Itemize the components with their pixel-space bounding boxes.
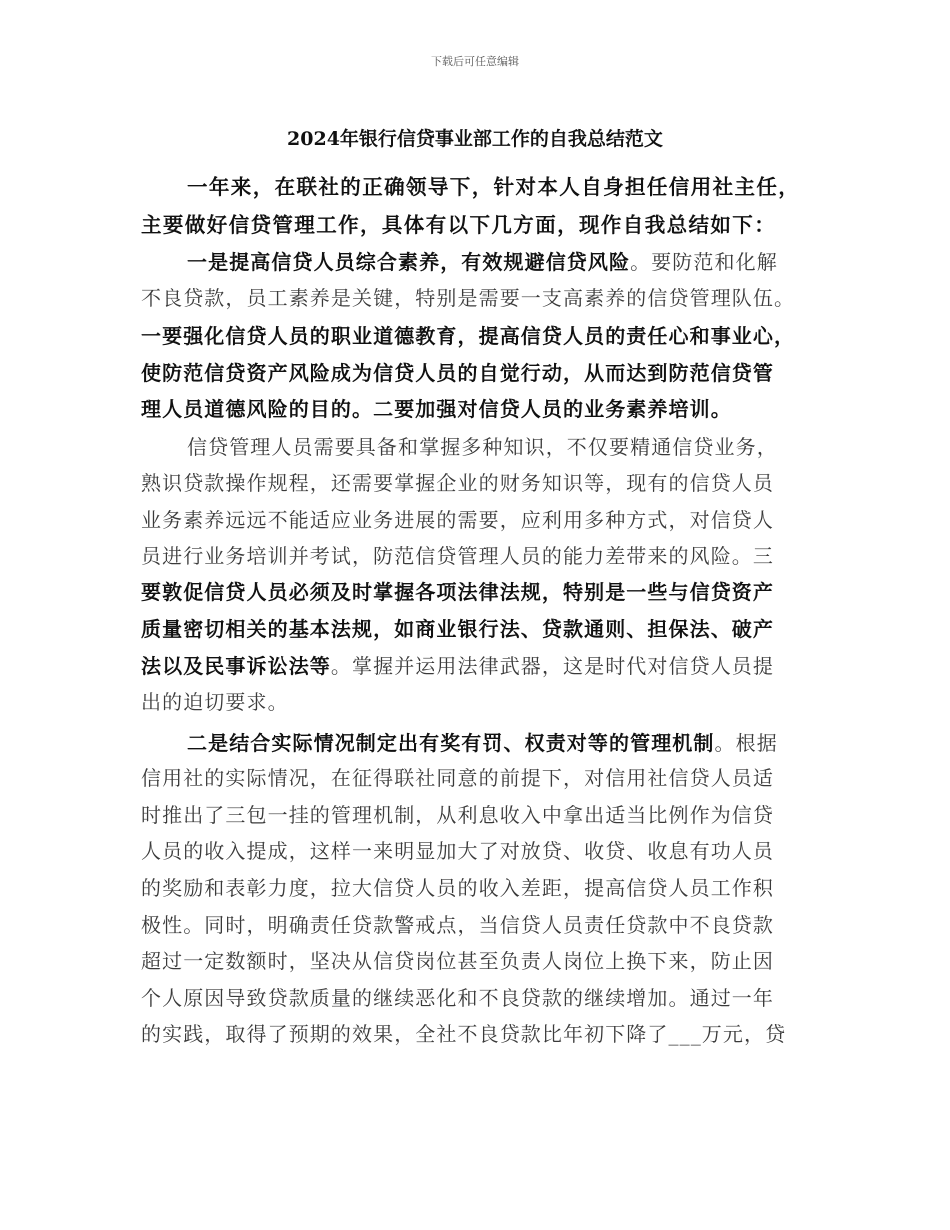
paragraph-line: 超过一定数额时，坚决从信贷岗位甚至负责人岗位上换下来，防止因 — [141, 949, 774, 973]
paragraph-line: 使防范信贷资产风险成为信贷人员的自觉行动，从而达到防范信贷管 — [141, 361, 774, 385]
paragraph-line: 不良贷款，员工素养是关键，特别是需要一支高素养的信贷管理队伍。 — [141, 286, 796, 310]
paragraph-line: 员进行业务培训并考试，防范信贷管理人员的能力差带来的风险。三 — [141, 544, 774, 568]
paragraph-line: 理人员道德风险的目的。二要加强对信贷人员的业务素养培训。 — [141, 397, 732, 421]
intro-line: 主要做好信贷管理工作，具体有以下几方面，现作自我总结如下： — [141, 213, 777, 237]
header-note: 下载后可任意编辑 — [431, 55, 519, 68]
paragraph-line: 个人原因导致贷款质量的继续恶化和不良贷款的继续增加。通过一年 — [141, 986, 774, 1010]
paragraph-line: 法以及民事诉讼法等。掌握并运用法律武器，这是时代对信贷人员提 — [141, 654, 775, 678]
paragraph-line: 业务素养远远不能适应业务进展的需要，应利用多种方式，对信贷人 — [141, 508, 774, 532]
paragraph-line: 的实践，取得了预期的效果，全社不良贷款比年初下降了___万元，贷 — [141, 1022, 787, 1046]
paragraph-line: 熟识贷款操作规程，还需要掌握企业的财务知识等，现有的信贷人员 — [141, 471, 774, 495]
paragraph-line: 要敦促信贷人员必须及时掌握各项法律法规，特别是一些与信贷资产 — [141, 580, 774, 604]
paragraph-line: 二是结合实际情况制定出有奖有罚、权责对等的管理机制。根据 — [187, 731, 778, 755]
paragraph-line: 人员的收入提成，这样一来明显加大了对放贷、收贷、收息有功人员 — [141, 839, 774, 863]
paragraph-line: 信贷管理人员需要具备和掌握多种知识，不仅要精通信贷业务， — [187, 435, 778, 459]
paragraph-line: 的奖励和表彰力度，拉大信贷人员的收入差距，提高信贷人员工作积 — [141, 876, 774, 900]
paragraph-line: 一是提高信贷人员综合素养，有效规避信贷风险。要防范和化解 — [187, 250, 778, 274]
paragraph-line: 质量密切相关的基本法规，如商业银行法、贷款通则、担保法、破产 — [141, 617, 774, 641]
paragraph-line: 一要强化信贷人员的职业道德教育，提高信贷人员的责任心和事业心， — [141, 324, 796, 348]
document-title: 2024年银行信贷事业部工作的自我总结范文 — [287, 128, 663, 150]
paragraph-line: 出的迫切要求。 — [141, 690, 289, 714]
paragraph-line: 时推出了三包一挂的管理机制，从利息收入中拿出适当比例作为信贷 — [141, 803, 774, 827]
paragraph-line: 信用社的实际情况，在征得联社同意的前提下，对信用社信贷人员适 — [141, 766, 774, 790]
intro-line: 一年来，在联社的正确领导下，针对本人自身担任信用社主任， — [187, 175, 801, 199]
paragraph-line: 极性。同时，明确责任贷款警戒点，当信贷人员责任贷款中不良贷款 — [141, 913, 774, 937]
